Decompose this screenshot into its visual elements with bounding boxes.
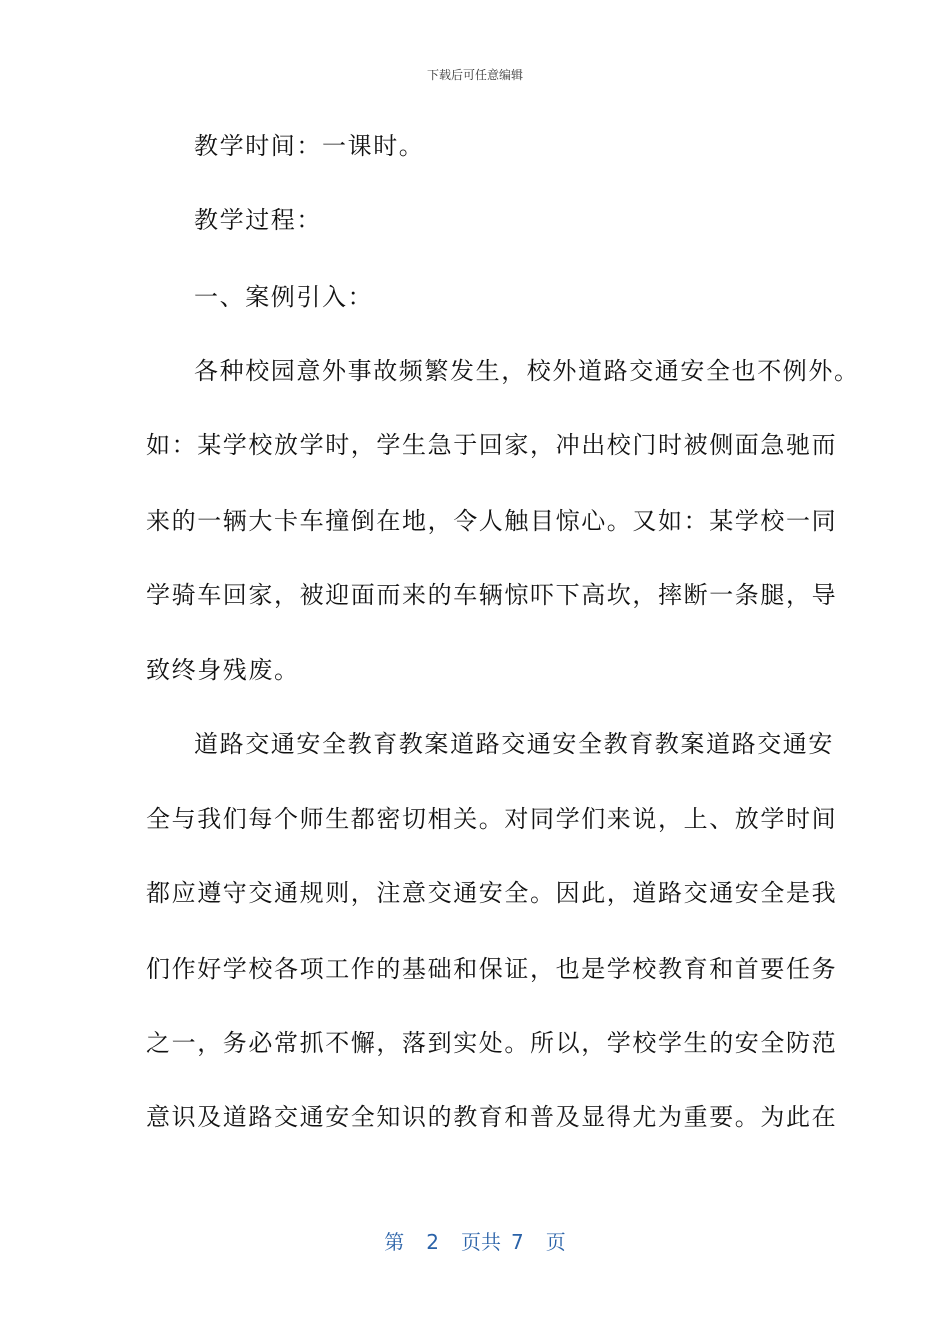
text-line: 学骑车回家，被迎面而来的车辆惊吓下高坎，摔断一条腿，导 xyxy=(146,581,838,609)
text-line: 各种校园意外事故频繁发生，校外道路交通安全也不例外。 xyxy=(194,357,860,385)
footer-prefix: 第 xyxy=(384,1230,405,1254)
section-heading: 一、案例引入： xyxy=(194,283,374,311)
text-line: 致终身残废。 xyxy=(146,656,300,684)
text-line: 来的一辆大卡车撞倒在地，令人触目惊心。又如：某学校一同 xyxy=(146,507,838,535)
text-line: 之一，务必常抓不懈，落到实处。所以，学校学生的安全防范 xyxy=(146,1029,838,1057)
total-pages-number: 7 xyxy=(511,1230,524,1254)
text-line: 教学过程： xyxy=(194,206,322,234)
text-line: 教学时间：一课时。 xyxy=(194,132,425,160)
footer-middle: 页共 xyxy=(461,1230,501,1254)
header-note: 下载后可任意编辑 xyxy=(426,68,523,82)
footer-suffix: 页 xyxy=(545,1230,566,1254)
text-line: 全与我们每个师生都密切相关。对同学们来说，上、放学时间 xyxy=(146,805,838,833)
text-line: 道路交通安全教育教案道路交通安全教育教案道路交通安 xyxy=(194,730,834,758)
text-line: 们作好学校各项工作的基础和保证，也是学校教育和首要任务 xyxy=(146,955,838,983)
text-line: 意识及道路交通安全知识的教育和普及显得尤为重要。为此在 xyxy=(146,1103,838,1131)
page-footer xyxy=(0,1226,950,1255)
text-line: 都应遵守交通规则，注意交通安全。因此，道路交通安全是我 xyxy=(146,879,838,907)
current-page-number: 2 xyxy=(426,1230,439,1254)
text-line: 如：某学校放学时，学生急于回家，冲出校门时被侧面急驰而 xyxy=(146,431,838,459)
